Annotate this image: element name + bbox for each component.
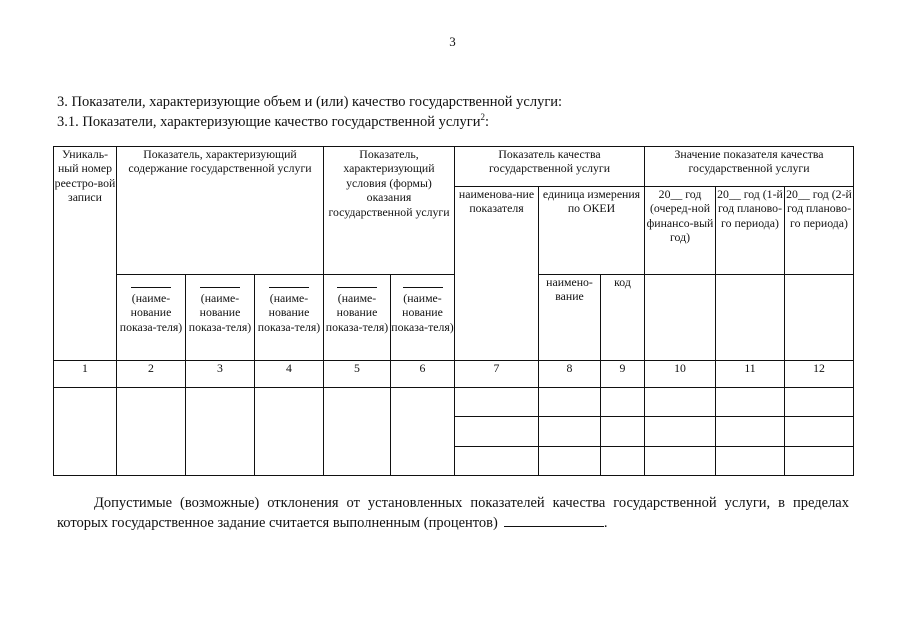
subheader-year-current (645, 275, 716, 361)
subheader-content-3: (наиме-нование показа-теля) (255, 275, 324, 361)
table-cell[interactable] (455, 417, 539, 447)
header-unit-okei: единица измерения по ОКЕИ (539, 187, 645, 275)
table-cell[interactable] (455, 447, 539, 476)
footnote-mark: 2 (480, 112, 485, 122)
deviation-note-text: которых государственное задание считается выполненным (процентов) (57, 515, 498, 531)
column-number: 10 (645, 361, 716, 388)
column-number: 4 (255, 361, 324, 388)
table-cell[interactable] (785, 447, 854, 476)
table-cell[interactable] (645, 417, 716, 447)
subheader-year-plan-2 (785, 275, 854, 361)
table-cell[interactable] (186, 388, 255, 476)
table-cell[interactable] (716, 447, 785, 476)
subsection-heading-suffix: : (484, 113, 490, 130)
table-cell[interactable] (255, 388, 324, 476)
deviation-note-line-2 (57, 513, 849, 533)
header-year-current: 20__ год (очеред-ной финансо-вый год) (645, 187, 716, 275)
header-year-plan-2: 20__ год (2-й год планово-го периода) (785, 187, 854, 275)
subheader-conditions-1: (наиме-нование показа-теля) (324, 275, 391, 361)
subsection-heading (57, 112, 489, 131)
table-cell[interactable] (645, 447, 716, 476)
subheader-unit-name: наимено-вание (539, 275, 601, 361)
deviation-note-period: . (603, 515, 608, 531)
column-number: 11 (716, 361, 785, 388)
subheader-content-1: (наиме-нование показа-теля) (117, 275, 186, 361)
table-cell[interactable] (645, 388, 716, 417)
header-quality-indicator: Показатель качества государственной услуги (455, 147, 645, 187)
deviation-note-line-1: Допустимые (возможные) отклонения от установленных показателей качества государственной услуги, в пределах (94, 495, 849, 511)
column-number: 3 (186, 361, 255, 388)
table-cell[interactable] (601, 417, 645, 447)
section-heading: 3. Показатели, характеризующие объем и (или) качество государственной услуги: (57, 94, 563, 110)
header-conditions-indicator: Показатель, характеризующий условия (формы) оказания государственной услуги (324, 147, 455, 275)
table-cell[interactable] (539, 388, 601, 417)
table-cell[interactable] (54, 388, 117, 476)
subheader-content-2: (наиме-нование показа-теля) (186, 275, 255, 361)
table-row (54, 388, 854, 417)
header-indicator-name: наименова-ние показателя (455, 187, 539, 361)
column-number: 5 (324, 361, 391, 388)
quality-indicators-table (53, 146, 854, 476)
table-cell[interactable] (716, 417, 785, 447)
table-cell[interactable] (539, 447, 601, 476)
percent-blank-field[interactable] (504, 513, 604, 527)
subheader-unit-code: код (601, 275, 645, 361)
header-year-plan-1: 20__ год (1-й год планово-го периода) (716, 187, 785, 275)
subheader-conditions-2: (наиме-нование показа-теля) (391, 275, 455, 361)
table-cell[interactable] (601, 447, 645, 476)
table-cell[interactable] (785, 417, 854, 447)
table-cell[interactable] (117, 388, 186, 476)
subheader-year-plan-1 (716, 275, 785, 361)
column-number: 8 (539, 361, 601, 388)
page-number: 3 (449, 34, 456, 49)
table-cell[interactable] (716, 388, 785, 417)
column-number: 9 (601, 361, 645, 388)
column-number: 6 (391, 361, 455, 388)
column-number: 1 (54, 361, 117, 388)
header-unique-number: Уникаль-ный номер реестро-вой записи (54, 147, 117, 361)
column-number: 2 (117, 361, 186, 388)
deviation-note (57, 494, 849, 533)
table-cell[interactable] (455, 388, 539, 417)
header-indicator-value: Значение показателя качества государственной услуги (645, 147, 854, 187)
subsection-heading-text: 3.1. Показатели, характеризующие качество государственной услуги (57, 113, 481, 130)
column-number: 12 (785, 361, 854, 388)
table-cell[interactable] (601, 388, 645, 417)
header-content-indicator: Показатель, характеризующий содержание государственной услуги (117, 147, 324, 275)
column-number-row (54, 361, 854, 388)
table-cell[interactable] (391, 388, 455, 476)
table-cell[interactable] (324, 388, 391, 476)
column-number: 7 (455, 361, 539, 388)
table-cell[interactable] (539, 417, 601, 447)
table-cell[interactable] (785, 388, 854, 417)
